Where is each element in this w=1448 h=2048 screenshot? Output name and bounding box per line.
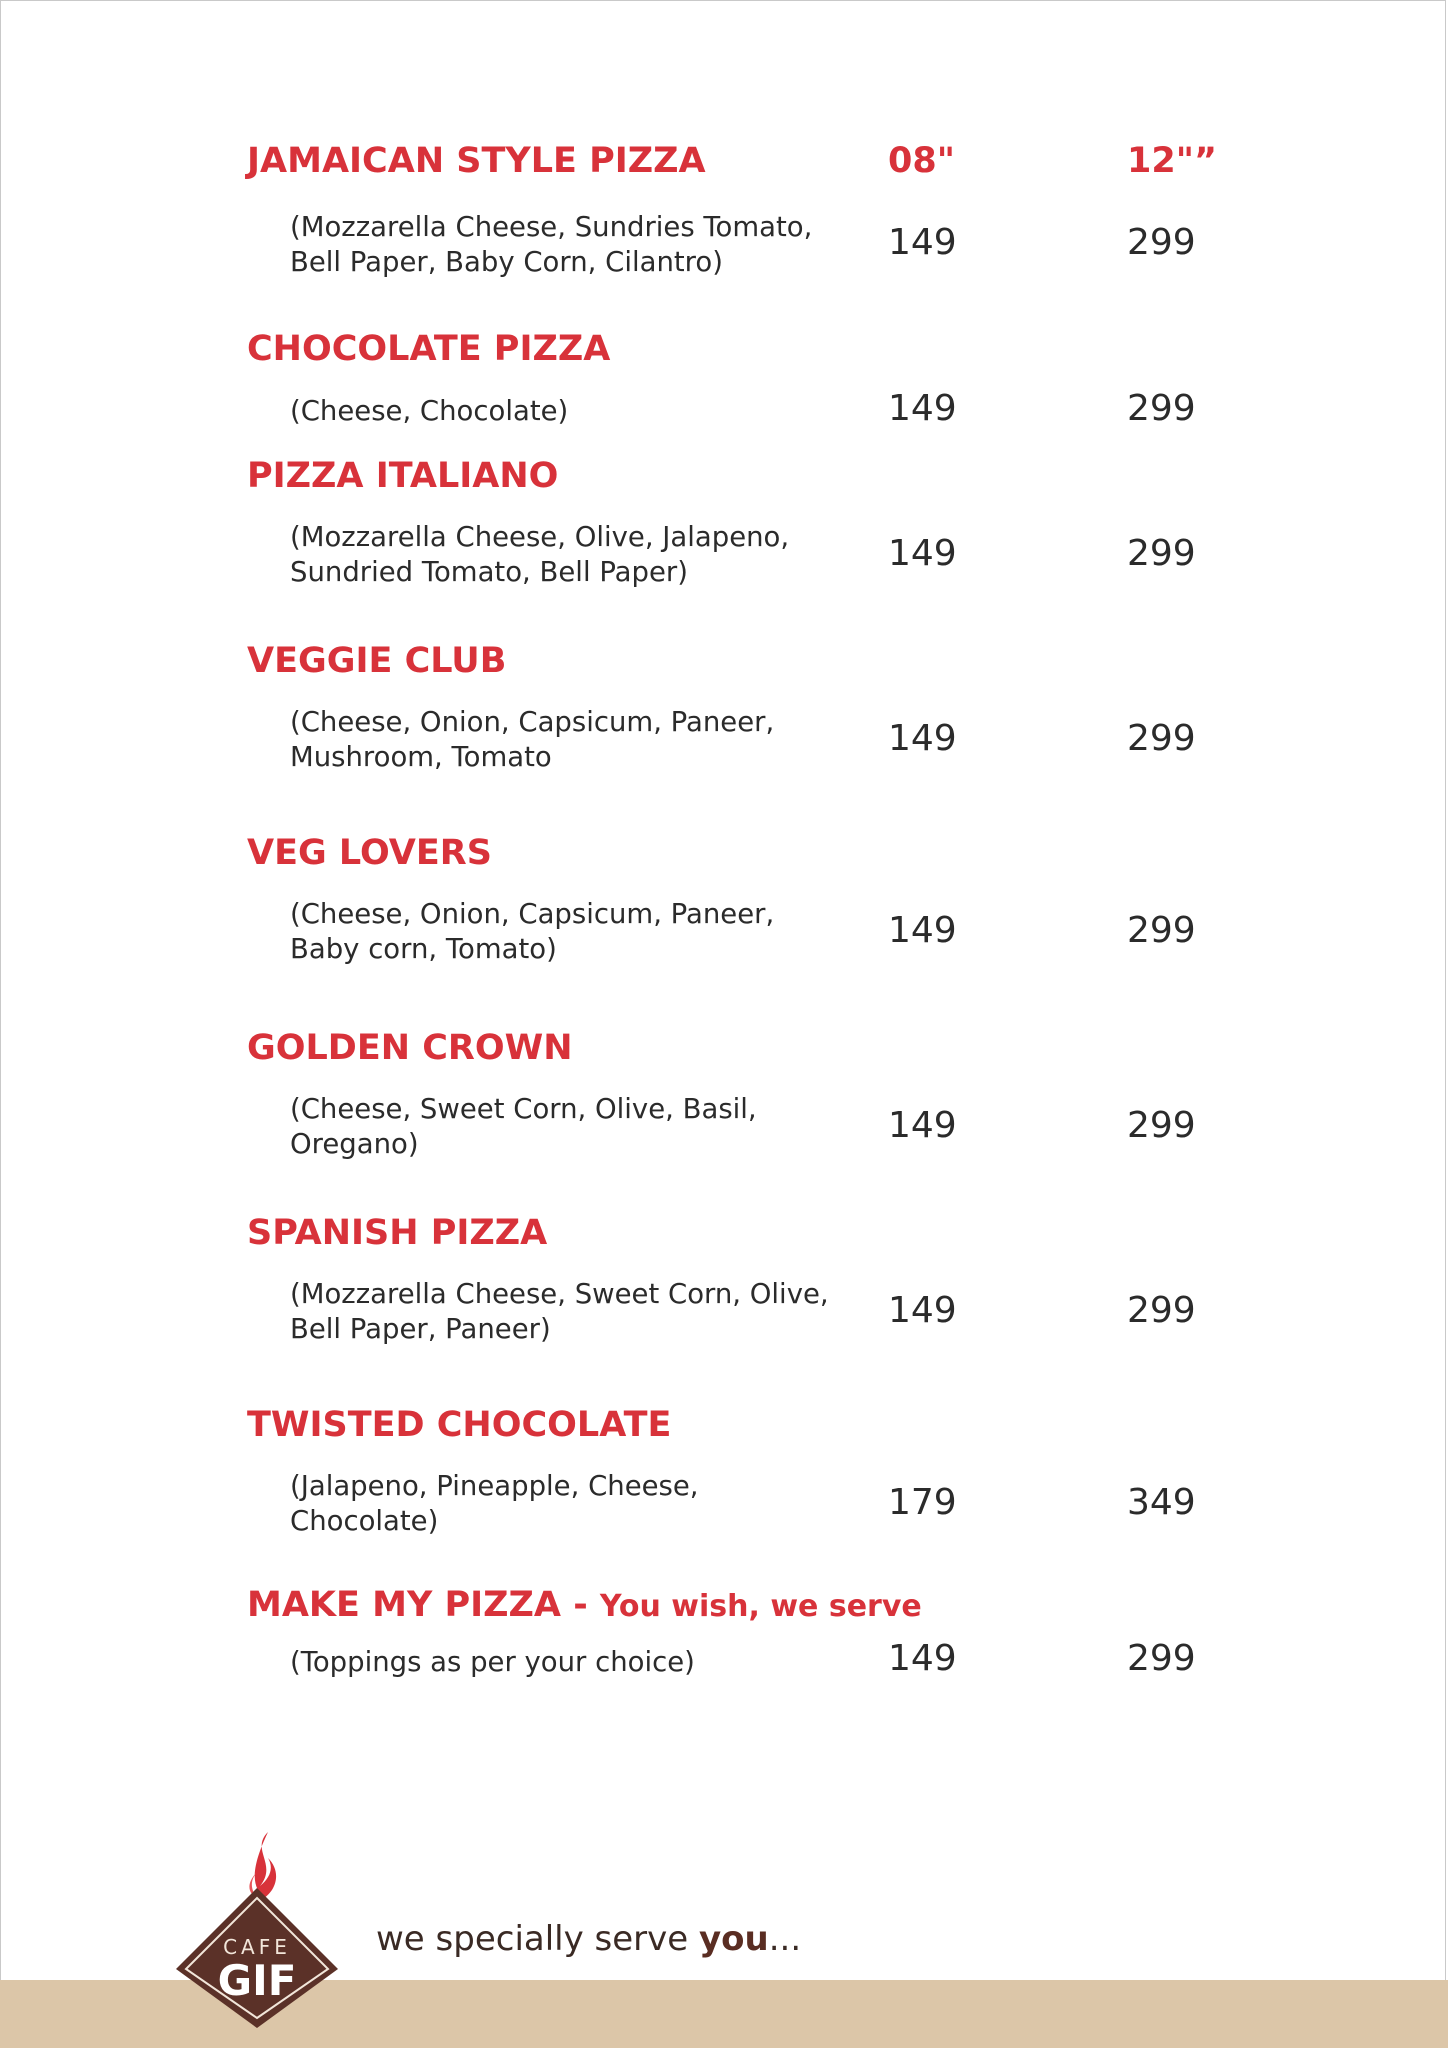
item-description-line: (Mozzarella Cheese, Sundries Tomato, xyxy=(290,211,813,243)
tagline-emphasis: you xyxy=(699,1919,769,1959)
logo-gif-text: GIF xyxy=(217,1956,297,2005)
item-name: GOLDEN CROWN xyxy=(247,1028,573,1068)
item-description-line: Mushroom, Tomato xyxy=(290,741,552,773)
price-small: 149 xyxy=(888,718,957,759)
item-name: SPANISH PIZZA xyxy=(247,1213,548,1253)
price-small: 149 xyxy=(888,388,957,429)
item-description-line: Bell Paper, Paneer) xyxy=(290,1313,551,1345)
item-name xyxy=(247,1583,922,1629)
price-large: 299 xyxy=(1127,910,1196,951)
price-small: 149 xyxy=(888,1105,957,1146)
price-small: 149 xyxy=(888,533,957,574)
item-name: PIZZA ITALIANO xyxy=(247,456,559,496)
item-name: JAMAICAN STYLE PIZZA xyxy=(247,141,706,181)
item-description-line: Baby corn, Tomato) xyxy=(290,933,557,965)
item-description-line: (Toppings as per your choice) xyxy=(290,1646,695,1678)
price-small: 149 xyxy=(888,910,957,951)
price-large: 299 xyxy=(1127,718,1196,759)
item-name: VEG LOVERS xyxy=(247,833,492,873)
logo-cafe-text: CAFE xyxy=(223,1935,291,1959)
item-description-line: (Cheese, Sweet Corn, Olive, Basil, xyxy=(290,1093,757,1125)
price-large: 299 xyxy=(1127,1105,1196,1146)
item-description-line: Bell Paper, Baby Corn, Cilantro) xyxy=(290,246,723,278)
price-large: 299 xyxy=(1127,222,1196,263)
item-description-line: Chocolate) xyxy=(290,1505,439,1537)
price-large: 299 xyxy=(1127,533,1196,574)
item-description-line: (Cheese, Chocolate) xyxy=(290,395,569,427)
item-description-line: (Cheese, Onion, Capsicum, Paneer, xyxy=(290,706,775,738)
price-large: 299 xyxy=(1127,1638,1196,1679)
item-description-line: (Cheese, Onion, Capsicum, Paneer, xyxy=(290,898,775,930)
item-description-line: Sundried Tomato, Bell Paper) xyxy=(290,556,688,588)
price-large: 349 xyxy=(1127,1482,1196,1523)
item-name: VEGGIE CLUB xyxy=(247,641,507,681)
price-small: 149 xyxy=(888,222,957,263)
price-small: 179 xyxy=(888,1482,957,1523)
footer-tagline xyxy=(376,1918,801,1960)
item-description-line: (Mozzarella Cheese, Sweet Corn, Olive, xyxy=(290,1278,829,1310)
item-tagline: You wish, we serve xyxy=(599,1589,922,1624)
item-name: CHOCOLATE PIZZA xyxy=(247,329,611,369)
item-name: TWISTED CHOCOLATE xyxy=(247,1405,672,1445)
price-large: 299 xyxy=(1127,1290,1196,1331)
tagline-suffix: ... xyxy=(768,1919,802,1959)
price-small: 149 xyxy=(888,1290,957,1331)
size-header-small: 08" xyxy=(888,141,955,181)
item-description-line: (Mozzarella Cheese, Olive, Jalapeno, xyxy=(290,521,790,553)
price-large: 299 xyxy=(1127,388,1196,429)
cafe-gif-logo xyxy=(172,1828,342,2028)
item-description-line: Oregano) xyxy=(290,1128,419,1160)
size-header-large: 12"” xyxy=(1127,141,1217,181)
item-description-line: (Jalapeno, Pineapple, Cheese, xyxy=(290,1470,699,1502)
tagline-prefix: we specially serve xyxy=(376,1919,699,1959)
price-small: 149 xyxy=(888,1638,957,1679)
item-name-text: MAKE MY PIZZA - xyxy=(247,1585,600,1625)
